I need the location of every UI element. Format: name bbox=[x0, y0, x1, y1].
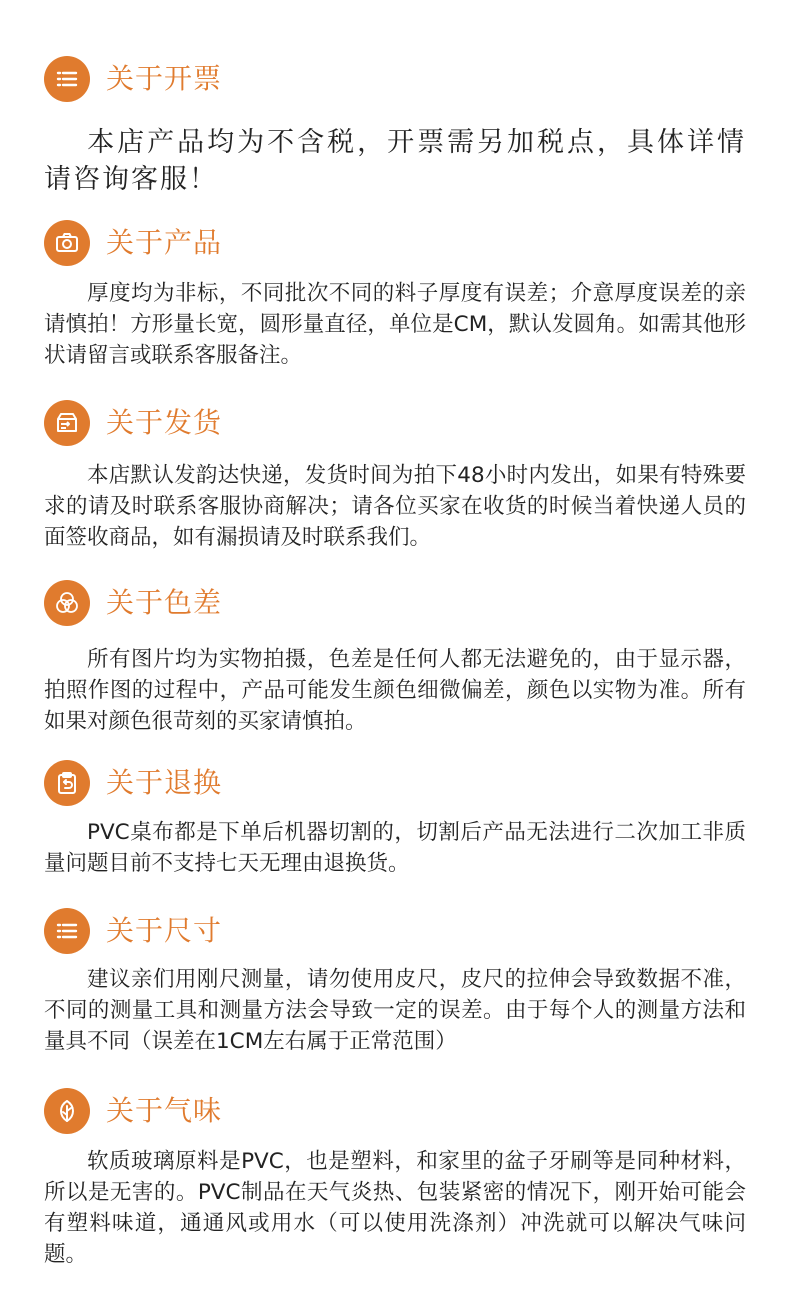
leaf-icon bbox=[44, 1088, 90, 1134]
section-text: 建议亲们用刚尺测量，请勿使用皮尺，皮尺的拉伸会导致数据不准，不同的测量工具和测量方法会导致一定的误差。由于每个人的测量方法和量具不同（误差在1CM左右属于正常范围） bbox=[44, 967, 746, 1054]
camera-icon bbox=[44, 220, 90, 266]
section-title: 关于退换 bbox=[106, 766, 223, 799]
section-text: 所有图片均为实物拍摄，色差是任何人都无法避免的，由于显示器，拍照作图的过程中，产品可能发生颜色细微偏差，颜色以实物为准。所有如果对颜色很苛刻的买家请慎拍。 bbox=[44, 647, 746, 734]
section-text: 软质玻璃原料是PVC，也是塑料，和家里的盆子牙刷等是同种材料，所以是无害的。PVC制品在天气炎热、包装紧密的情况下，刚开始可能会有塑料味道，通通风或用水（可以使用洗涤剂）冲洗就可以解决气味问题。 bbox=[44, 1149, 746, 1267]
section-title: 关于发货 bbox=[106, 406, 223, 439]
delivery-box-icon bbox=[44, 400, 90, 446]
section-header bbox=[44, 400, 222, 446]
color-circles-icon bbox=[44, 580, 90, 626]
section-title: 关于尺寸 bbox=[106, 914, 223, 947]
section-header bbox=[44, 580, 222, 626]
section-title: 关于产品 bbox=[106, 226, 223, 259]
section-text: PVC桌布都是下单后机器切割的，切割后产品无法进行二次加工非质量问题目前不支持七天无理由退换货。 bbox=[44, 820, 746, 876]
section-title: 关于色差 bbox=[106, 586, 223, 619]
section-text: 本店产品均为不含税，开票需另加税点，具体详情请咨询客服！ bbox=[44, 127, 746, 195]
section-header bbox=[44, 908, 222, 954]
list-icon bbox=[44, 56, 90, 102]
section-header bbox=[44, 760, 222, 806]
return-clipboard-icon bbox=[44, 760, 90, 806]
section-header bbox=[44, 220, 222, 266]
section-title: 关于开票 bbox=[106, 62, 223, 95]
section-title: 关于气味 bbox=[106, 1094, 223, 1127]
list-icon bbox=[44, 908, 90, 954]
section-header bbox=[44, 1088, 222, 1134]
section-text: 厚度均为非标，不同批次不同的料子厚度有误差；介意厚度误差的亲请慎拍！方形量长宽，圆形量直径，单位是CM，默认发圆角。如需其他形状请留言或联系客服备注。 bbox=[44, 281, 746, 368]
section-text: 本店默认发韵达快递，发货时间为拍下48小时内发出，如果有特殊要求的请及时联系客服协商解决；请各位买家在收货的时候当着快递人员的面签收商品，如有漏损请及时联系我们。 bbox=[44, 463, 746, 550]
section-header bbox=[44, 56, 222, 102]
